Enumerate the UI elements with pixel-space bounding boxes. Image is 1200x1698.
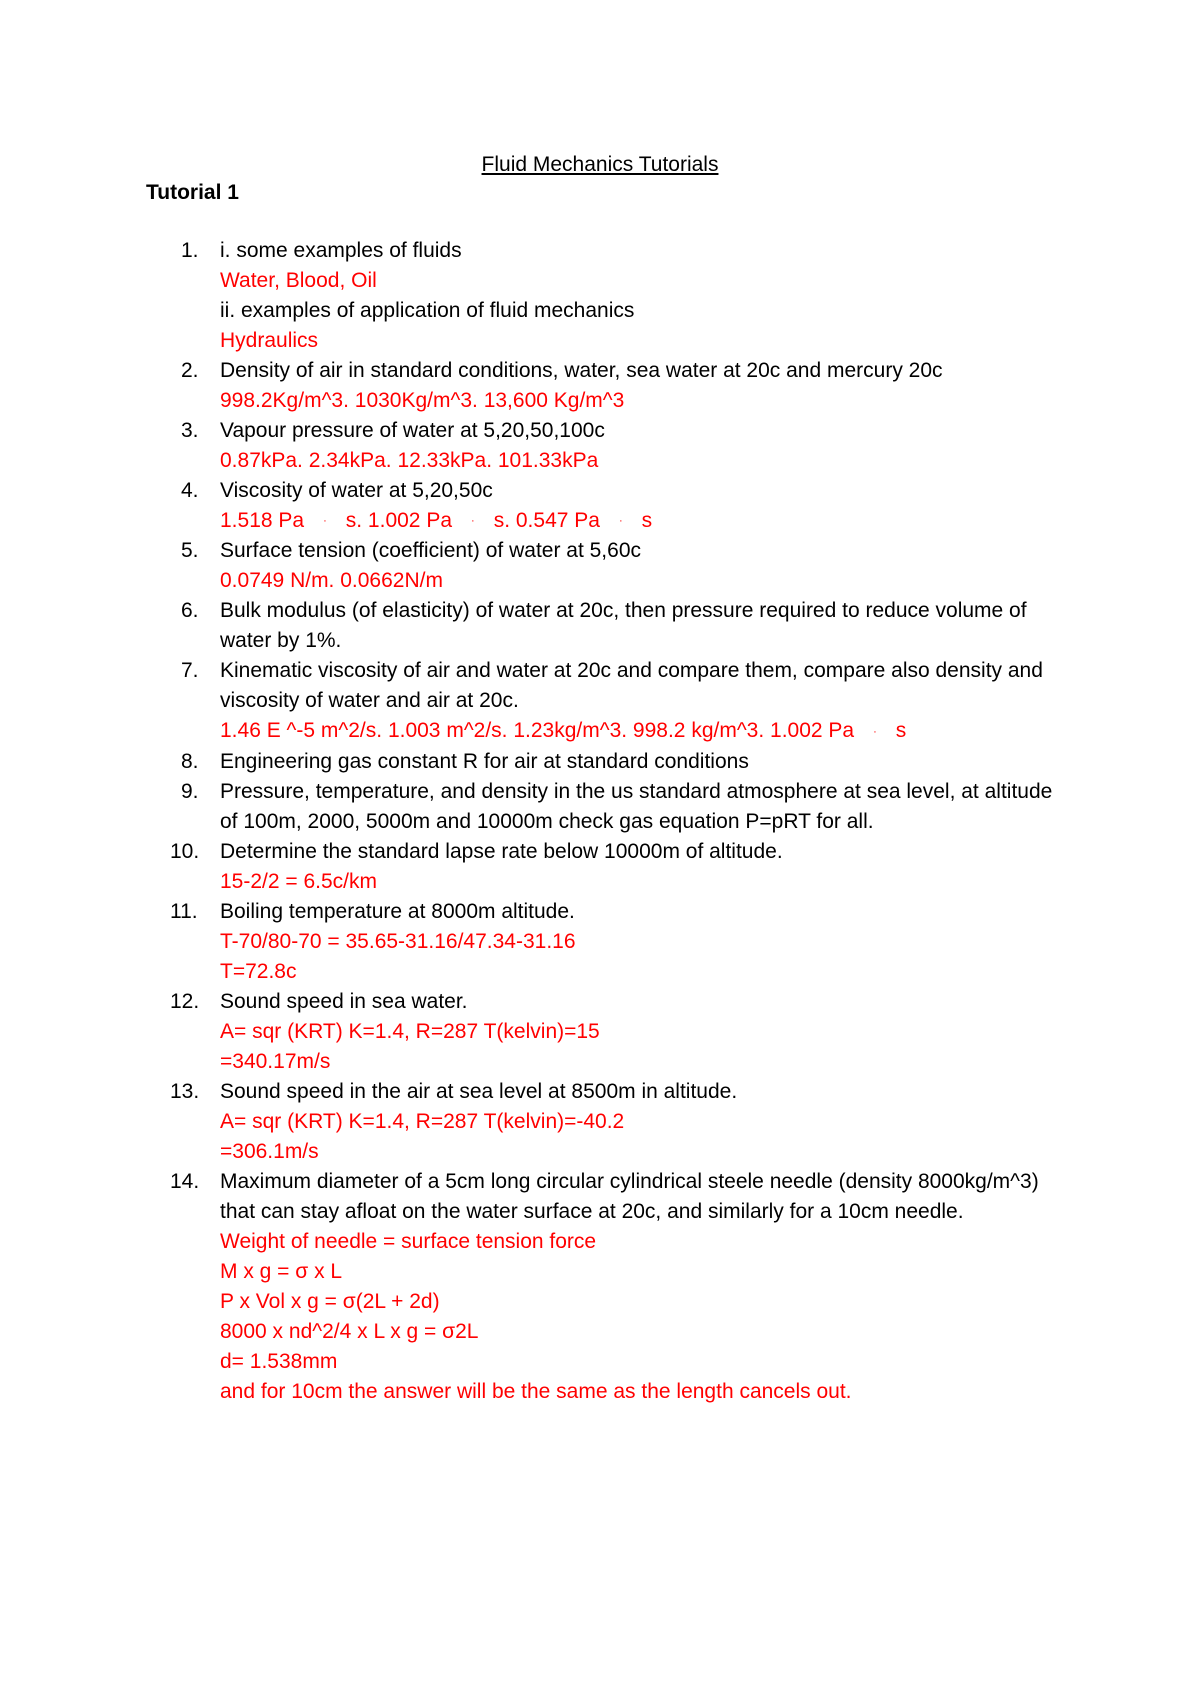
answer-text: =340.17m/s <box>220 1049 331 1073</box>
answer-part: s <box>895 719 907 743</box>
item-number: 3. <box>181 419 199 442</box>
answer-text: and for 10cm the answer will be the same as the length cancels out. <box>220 1379 852 1403</box>
item-number: 7. <box>181 659 199 683</box>
answer-text: 998.2Kg/m^3. 1030Kg/m^3. 13,600 Kg/m^3 <box>220 389 625 412</box>
answer-text: Weight of needle = surface tension force <box>220 1229 597 1253</box>
list-item <box>0 1167 1200 1407</box>
item-number: 6. <box>181 599 199 623</box>
list-item <box>0 536 1200 596</box>
question-text: Sound speed in sea water. <box>220 989 468 1013</box>
question-text: Engineering gas constant R for air at standard conditions <box>220 749 749 773</box>
question-text: Boiling temperature at 8000m altitude. <box>220 899 575 923</box>
question-text: Vapour pressure of water at 5,20,50,100c <box>220 419 605 442</box>
item-number: 14. <box>170 1169 200 1193</box>
list-item <box>0 1077 1200 1167</box>
answer-text: Water, Blood, Oil <box>220 269 377 292</box>
answer-text: d= 1.538mm <box>220 1349 338 1373</box>
answer-part: s <box>641 509 653 532</box>
item-number: 8. <box>181 749 199 773</box>
question-text: Pressure, temperature, and density in the us standard atmosphere at sea level, at altitude of 100m, 2000, 5000m and 10000m check gas equation P=pRT for all. <box>220 779 1053 833</box>
list-item <box>0 596 1200 656</box>
item-number: 1. <box>181 239 199 262</box>
question-text: Bulk modulus (of elasticity) of water at 20c, then pressure required to reduce volume of water by 1%. <box>220 599 1027 653</box>
answer-text: 15-2/2 = 6.5c/km <box>220 869 377 893</box>
answer-text: T=72.8c <box>220 959 297 983</box>
question-text: ii. examples of application of fluid mechanics <box>220 299 635 322</box>
answer-part: 1.46 E ^-5 m^2/s. 1.003 m^2/s. 1.23kg/m^3. 998.2 kg/m^3. 1.002 Pa <box>220 719 855 743</box>
question-text: Maximum diameter of a 5cm long circular cylindrical steele needle (density 8000kg/m^3) that can stay afloat on the water surface at 20c, and similarly for a 10cm needle. <box>220 1169 1039 1223</box>
answer-text: T-70/80-70 = 35.65-31.16/47.34-31.16 <box>220 929 576 953</box>
answer-text <box>220 506 1070 536</box>
question-list <box>0 236 1200 1407</box>
question-text: Surface tension (coefficient) of water at 5,60c <box>220 539 642 563</box>
answer-part: s. 0.547 Pa <box>493 509 600 532</box>
question-text: i. some examples of fluids <box>220 239 462 262</box>
list-item <box>0 897 1200 987</box>
question-text: Viscosity of water at 5,20,50c <box>220 479 493 502</box>
item-number: 2. <box>181 359 199 382</box>
item-number: 10. <box>170 839 200 863</box>
question-text: Sound speed in the air at sea level at 8500m in altitude. <box>220 1079 738 1103</box>
list-item <box>0 416 1200 476</box>
multiplication-dot: · <box>618 515 623 528</box>
multiplication-dot: · <box>323 515 327 528</box>
list-item <box>0 356 1200 416</box>
list-item <box>0 236 1200 356</box>
answer-text: =306.1m/s <box>220 1139 319 1163</box>
page-title: Fluid Mechanics Tutorials <box>481 153 719 176</box>
item-number: 12. <box>170 989 200 1013</box>
answer-text: 8000 x nd^2/4 x L x g = σ2L <box>220 1319 479 1343</box>
question-text: Kinematic viscosity of air and water at 20c and compare them, compare also density and viscosity of water and air at 20c. <box>220 659 1043 713</box>
list-item <box>0 987 1200 1077</box>
item-number: 4. <box>181 479 199 502</box>
answer-text: A= sqr (KRT) K=1.4, R=287 T(kelvin)=-40.2 <box>220 1109 625 1133</box>
list-item <box>0 837 1200 897</box>
list-item <box>0 747 1200 777</box>
list-item <box>0 656 1200 746</box>
item-number: 5. <box>181 539 199 563</box>
tutorial-heading: Tutorial 1 <box>146 181 239 204</box>
list-item <box>0 777 1200 837</box>
answer-text: A= sqr (KRT) K=1.4, R=287 T(kelvin)=15 <box>220 1019 600 1043</box>
answer-part: 1.518 Pa <box>220 509 305 532</box>
multiplication-dot: · <box>873 725 877 738</box>
answer-text: M x g = σ x L <box>220 1259 343 1283</box>
answer-text: 0.87kPa. 2.34kPa. 12.33kPa. 101.33kPa <box>220 449 599 472</box>
answer-text: P x Vol x g = σ(2L + 2d) <box>220 1289 440 1313</box>
question-text: Density of air in standard conditions, water, sea water at 20c and mercury 20c <box>220 359 943 382</box>
list-item <box>0 476 1200 536</box>
item-number: 13. <box>170 1079 200 1103</box>
answer-text: 0.0749 N/m. 0.0662N/m <box>220 569 443 593</box>
answer-text: Hydraulics <box>220 329 319 352</box>
multiplication-dot: · <box>471 515 475 528</box>
question-text: Determine the standard lapse rate below 10000m of altitude. <box>220 839 783 863</box>
answer-text <box>220 716 1070 746</box>
item-number: 9. <box>181 779 199 803</box>
answer-part: s. 1.002 Pa <box>345 509 453 532</box>
item-number: 11. <box>170 899 198 923</box>
